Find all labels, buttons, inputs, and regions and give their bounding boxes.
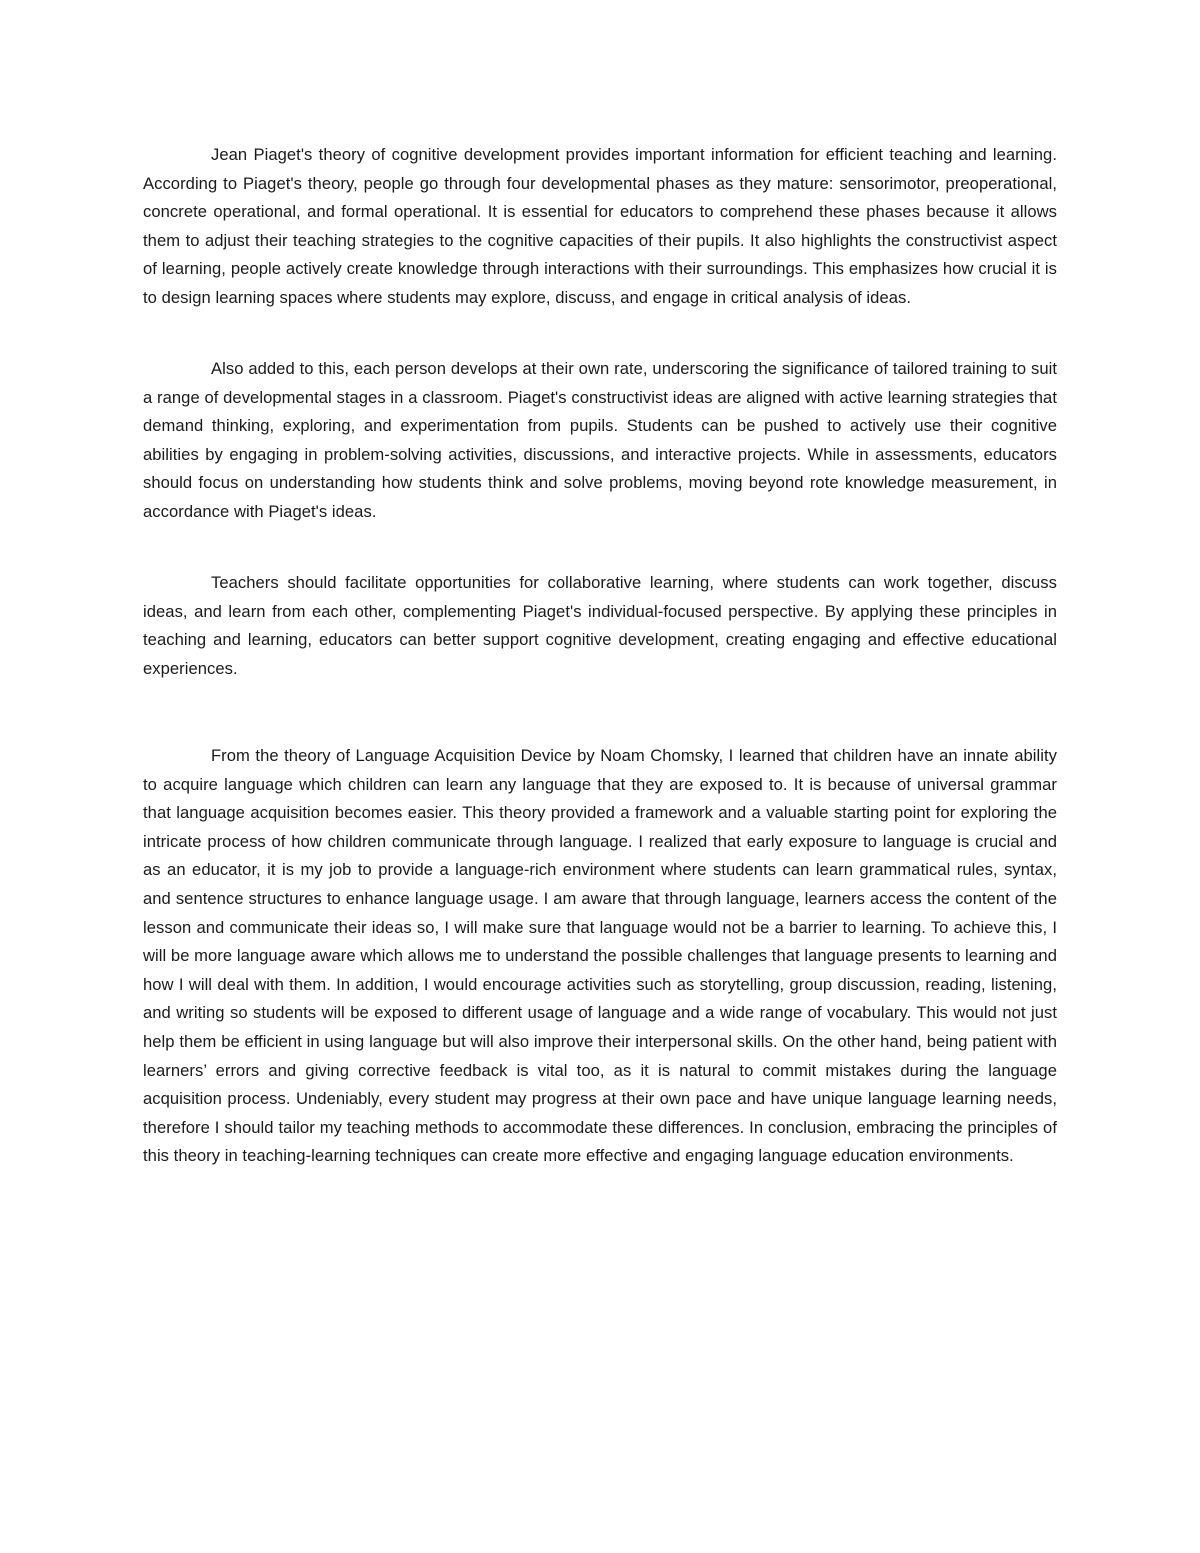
paragraph-piaget-intro: Jean Piaget's theory of cognitive development provides important information for efficient teaching and learning. According to Piaget's theory, people go through four developmental phases as they mature: sensorimotor, preoperational, concrete operational, and formal operational. It is essential for educators to comprehend these phases because it allows them to adjust their teaching strategies to the cognitive capacities of their pupils. It also highlights the constructivist aspect of learning, people actively create knowledge through interactions with their surroundings. This emphasizes how crucial it is to design learning spaces where students may explore, discuss, and engage in critical analysis of ideas. — [143, 145, 1057, 307]
paragraph-chomsky-lad: From the theory of Language Acquisition Device by Noam Chomsky, I learned that children have an innate ability to acquire language which children can learn any language that they are exposed to. It is because of universal grammar that language acquisition becomes easier. This theory provided a framework and a valuable starting point for exploring the intricate process of how children communicate through language. I realized that early exposure to language is crucial and as an educator, it is my job to provide a language-rich environment where students can learn grammatical rules, syntax, and sentence structures to enhance language usage. I am aware that through language, learners access the content of the lesson and communicate their ideas so, I will make sure that language would not be a barrier to learning. To achieve this, I will be more language aware which allows me to understand the possible challenges that language presents to learning and how I will deal with them. In addition, I would encourage activities such as storytelling, group discussion, reading, listening, and writing so students will be exposed to different usage of language and a wide range of vocabulary. This would not just help them be efficient in using language but will also improve their interpersonal skills. On the other hand, being patient with learners’ errors and giving corrective feedback is vital too, as it is natural to commit mistakes during the language acquisition process. Undeniably, every student may progress at their own pace and have unique language learning needs, therefore I should tailor my teaching methods to accommodate these differences. In conclusion, embracing the principles of this theory in teaching-learning techniques can create more effective and engaging language education environments. — [143, 746, 1057, 1166]
paragraph-piaget-development: Also added to this, each person develops at their own rate, underscoring the significance of tailored training to suit a range of developmental stages in a classroom. Piaget's constructivist ideas are aligned with active learning strategies that demand thinking, exploring, and experimentation from pupils. Students can be pushed to actively use their cognitive abilities by engaging in problem-solving activities, discussions, and interactive projects. While in assessments, educators should focus on understanding how students think and solve problems, moving beyond rote knowledge measurement, in accordance with Piaget's ideas. — [143, 359, 1057, 521]
paragraph-collaborative-learning: Teachers should facilitate opportunities for collaborative learning, where students can work together, discuss ideas, and learn from each other, complementing Piaget's individual-focused perspective. By applying these principles in teaching and learning, educators can better support cognitive development, creating engaging and effective educational experiences. — [143, 573, 1057, 678]
